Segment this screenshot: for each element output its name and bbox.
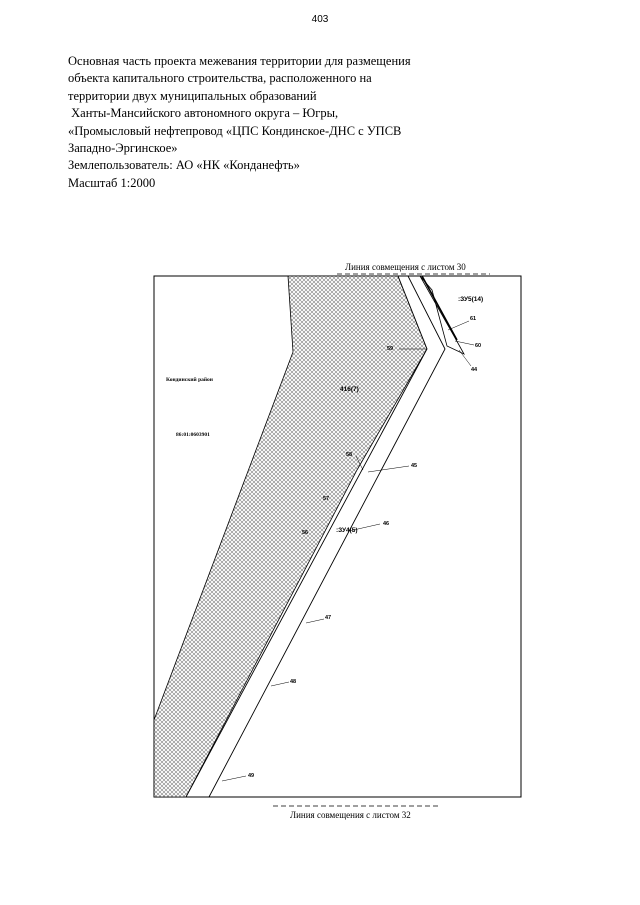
- svg-text:45: 45: [411, 463, 418, 469]
- title-line-5: «Промысловый нефтепровод «ЦПС Кондинское-ДНС с УПСВ: [68, 123, 402, 138]
- parcel-zu4-label: :ЗУ4(5): [336, 527, 358, 534]
- svg-text:60: 60: [475, 343, 482, 349]
- page-number: 403: [311, 14, 329, 25]
- title-line-6: Западно-Эргинское»: [68, 141, 178, 156]
- district-label: Кондинский район: [166, 377, 213, 383]
- parcel-zu5-label: :ЗУ5(14): [458, 296, 484, 303]
- svg-text:44: 44: [471, 367, 478, 373]
- title-line-4: Ханты-Мансийского автономного округа – Югры,: [68, 106, 339, 121]
- title-line-2: объекта капитального строительства, расположенного на: [68, 71, 372, 86]
- parcel-416-label: 416(7): [340, 386, 359, 393]
- point-56: [302, 530, 308, 536]
- land-user-line: Землепользователь: АО «НК «Конданефть»: [68, 158, 300, 173]
- svg-text:57: 57: [323, 496, 330, 502]
- bottom-sheet-line-label: Линия совмещения с листом 32: [290, 810, 411, 820]
- svg-text:59: 59: [387, 346, 394, 352]
- title-line-3: территории двух муниципальных образований: [68, 88, 317, 103]
- point-57: [323, 496, 329, 502]
- svg-text:56: 56: [302, 530, 309, 536]
- scale-line: Масштаб 1:2000: [68, 175, 156, 190]
- svg-text:47: 47: [325, 615, 332, 621]
- top-sheet-line-label: Линия совмещения с листом 30: [345, 262, 466, 272]
- svg-text:46: 46: [383, 521, 390, 527]
- svg-text:48: 48: [290, 679, 297, 685]
- title-line-1: Основная часть проекта межевания территории для размещения: [68, 54, 411, 68]
- cadastral-quarter-label: 86:01:0603901: [176, 432, 210, 438]
- svg-text:58: 58: [346, 452, 353, 458]
- svg-text:61: 61: [470, 316, 477, 322]
- svg-text:49: 49: [248, 773, 255, 779]
